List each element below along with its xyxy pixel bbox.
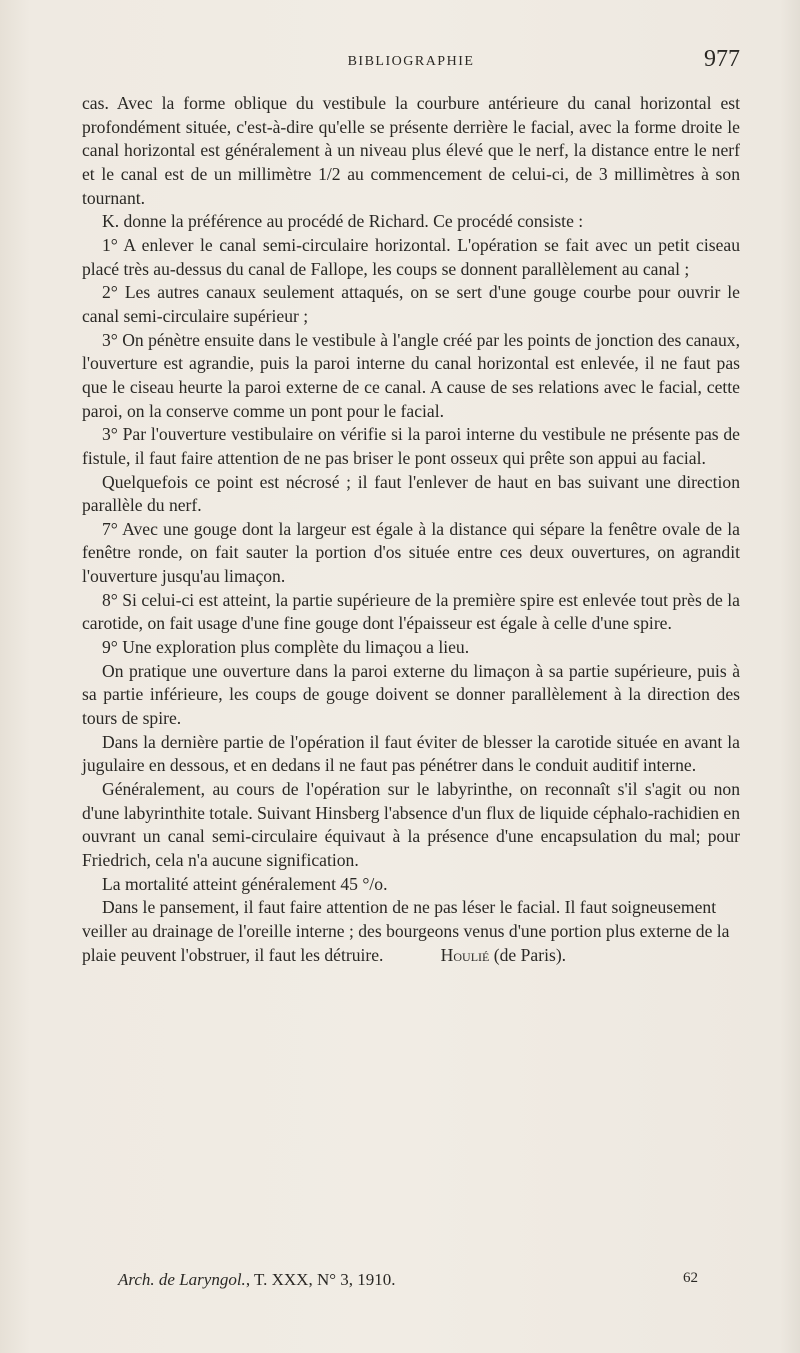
journal-title: Arch. de Laryngol.: [118, 1270, 246, 1289]
paragraph: 7° Avec une gouge dont la largeur est égale à la distance qui sépare la fenêtre ovale de la fenêtre ronde, on fait sauter la portion d'os située entre ces deux ouvertures, on agrandit l'ouverture jusqu'au limaçon.: [82, 518, 740, 587]
paragraph: 3° On pénètre ensuite dans le vestibule à l'angle créé par les points de jonction des canaux, l'ouverture est agrandie, puis la paroi interne du canal horizontal est enlevée, il ne faut pas que le ciseau heurte la paroi externe de ce canal. A cause de ses relations avec le facial, cette paroi, on la conserve comme un pont pour le facial.: [82, 329, 740, 421]
body-text: [82, 92, 740, 967]
author-location: (de Paris).: [493, 944, 567, 965]
paragraph: 3° Par l'ouverture vestibulaire on vérifie si la paroi interne du vestibule ne présente pas de fistule, il faut faire attention de ne pas briser le pont osseux qui prête son appui au facial.: [82, 424, 740, 468]
paragraph: La mortalité atteint généralement 45 °/o.: [102, 873, 388, 894]
paragraph: Dans la dernière partie de l'opération il faut éviter de blesser la carotide située en avant la jugulaire en dessous, et en dedans il ne faut pas pénétrer dans le conduit auditif interne.: [82, 731, 740, 776]
journal-citation: [118, 1270, 396, 1290]
paragraph: 9° Une exploration plus complète du limaçou a lieu.: [102, 637, 470, 658]
citation-details: , T. XXX, N° 3, 1910.: [245, 1270, 396, 1289]
author-name: Houlié: [440, 944, 490, 965]
paragraph: cas. Avec la forme oblique du vestibule la courbure antérieure du canal horizontal est profondément située, c'est-à-dire qu'elle se présente derrière le facial, avec la forme droite le canal horizontal est généralement à un niveau plus élevé que le nerf, la distance entre le nerf et le canal est de un millimètre 1/2 au commencement de celui-ci, de 3 millimètres à son tournant.: [82, 93, 740, 208]
paragraph: Généralement, au cours de l'opération sur le labyrinthe, on reconnaît s'il s'agit ou non d'une labyrinthite totale. Suivant Hinsberg l'absence d'un flux de liquide céphalo-rachidien en ouvrant un canal semi-circulaire équivaut à la présence d'une encapsulation du mal; pour Friedrich, cela n'a aucune signification.: [82, 779, 741, 870]
paragraph-with-signoff: [82, 896, 740, 967]
paragraph: Quelquefois ce point est nécrosé ; il faut l'enlever de haut en bas suivant une direction parallèle du nerf.: [82, 471, 740, 516]
page-header: [82, 46, 740, 76]
page-footer: [82, 1270, 740, 1296]
paragraph: 2° Les autres canaux seulement attaqués, on se sert d'une gouge courbe pour ouvrir le canal semi-circulaire supérieur ;: [82, 282, 740, 326]
paragraph: 8° Si celui-ci est atteint, la partie supérieure de la première spire est enlevée tout près de la carotide, on fait usage d'une fine gouge dont l'épaisseur est égale à celle d'une spire.: [82, 589, 740, 634]
signature-number: 62: [683, 1270, 698, 1286]
running-title: BIBLIOGRAPHIE: [347, 54, 475, 69]
paragraph-text: Dans le pansement, il faut faire attention de ne pas léser le facial. Il faut soigneusement veiller au drainage de l'oreille interne ; des bourgeons venus d'une portion plus externe de la plaie peuvent l'obstruer, il faut les détruire.: [82, 897, 730, 965]
page-number: 977: [704, 46, 740, 72]
paragraph: On pratique une ouverture dans la paroi externe du limaçon à sa partie supérieure, puis à sa partie inférieure, les coups de gouge doivent se donner parallèlement à la direction des tours de spire.: [82, 660, 740, 729]
paragraph: 1° A enlever le canal semi-circulaire horizontal. L'opération se fait avec un petit ciseau placé très au-dessus du canal de Fallope, les coups se donnent parallèlement au canal ;: [82, 234, 740, 279]
paragraph: K. donne la préférence au procédé de Richard. Ce procédé consiste :: [102, 211, 584, 232]
